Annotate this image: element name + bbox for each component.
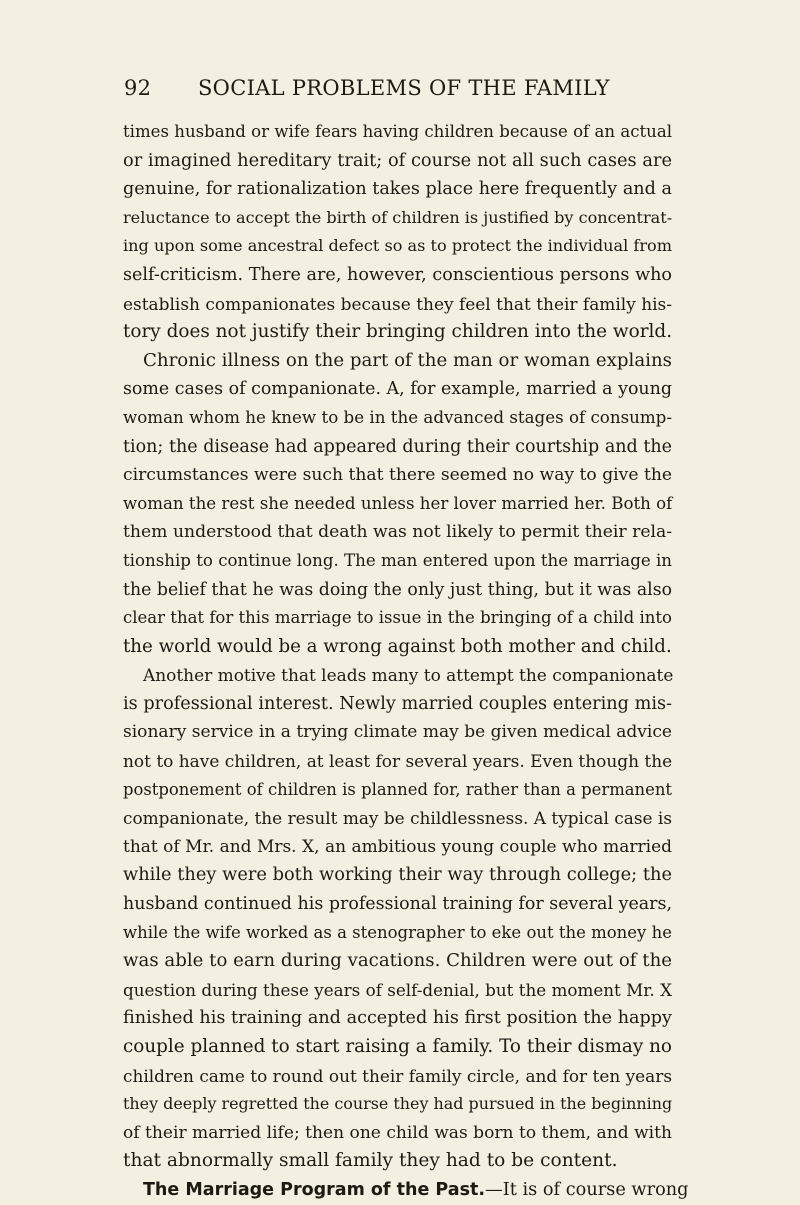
text-line: or imagined hereditary trait; of course not all such cases are bbox=[123, 149, 672, 171]
text-line: of their married life; then one child was born to them, and with bbox=[123, 1122, 672, 1143]
text-line: times husband or wife fears having children because of an actual bbox=[123, 122, 672, 141]
text-line: children came to round out their family circle, and for ten years bbox=[123, 1065, 672, 1086]
text-line: postponement of children is planned for, rather than a permanent bbox=[123, 779, 672, 799]
text-line: tory does not justify their bringing children into the world. bbox=[123, 321, 673, 343]
text-line: some cases of companionate. A, for example, married a young bbox=[123, 379, 672, 400]
text-line: they deeply regretted the course they had pursued in the beginning bbox=[123, 1094, 673, 1114]
text-line: while the wife worked as a stenographer to eke out the money he bbox=[123, 922, 672, 942]
text-line: woman whom he knew to be in the advanced stages of consump- bbox=[123, 407, 672, 427]
text-line: that of Mr. and Mrs. X, an ambitious young couple who married bbox=[123, 836, 672, 857]
text-line: tion; the disease had appeared during their courtship and the bbox=[123, 436, 672, 457]
text-line: not to have children, at least for several years. Even though the bbox=[123, 751, 673, 772]
text-line: self-criticism. There are, however, conscientious persons who bbox=[123, 264, 672, 285]
section-text: —It is of course wrong bbox=[485, 1179, 689, 1200]
body-text bbox=[123, 118, 689, 1205]
paragraph-1 bbox=[123, 118, 672, 347]
section-paragraph bbox=[123, 1176, 689, 1205]
text-line: husband continued his professional training for several years, bbox=[123, 894, 672, 915]
text-line: Chronic illness on the part of the man or woman explains bbox=[143, 349, 672, 371]
text-line: couple planned to start raising a family. To their dismay no bbox=[123, 1036, 672, 1057]
text-line: woman the rest she needed unless her lover married her. Both of bbox=[123, 493, 673, 513]
text-line: establish companionates because they feel that their family his- bbox=[123, 293, 672, 314]
page-header bbox=[124, 76, 664, 112]
text-line: sionary service in a trying climate may be given medical advice bbox=[123, 722, 672, 743]
text-line: companionate, the result may be childlessness. A typical case is bbox=[123, 808, 672, 829]
paragraph-2 bbox=[123, 347, 672, 662]
text-line: them understood that death was not likely to permit their rela- bbox=[123, 522, 673, 543]
section-heading: The Marriage Program of the Past. bbox=[143, 1179, 486, 1200]
text-line: finished his training and accepted his first position the happy bbox=[123, 1008, 672, 1029]
text-line: Another motive that leads many to attempt the companionate bbox=[143, 665, 674, 686]
paragraph-3 bbox=[123, 661, 672, 1176]
text-line bbox=[123, 1176, 689, 1205]
text-line: genuine, for rationalization takes place here frequently and a bbox=[123, 179, 672, 200]
text-line: the world would be a wrong against both mother and child. bbox=[123, 635, 672, 657]
text-line: is professional interest. Newly married couples entering mis- bbox=[123, 693, 672, 714]
text-line: that abnormally small family they had to be content. bbox=[123, 1150, 618, 1172]
text-line: the belief that he was doing the only just thing, but it was also bbox=[123, 579, 672, 600]
text-line: while they were both working their way through college; the bbox=[123, 864, 672, 886]
text-line: question during these years of self-denial, but the moment Mr. X bbox=[123, 979, 672, 1000]
text-line: tionship to continue long. The man entered upon the marriage in bbox=[123, 550, 672, 570]
text-line: circumstances were such that there seemed no way to give the bbox=[123, 465, 672, 486]
text-line: ing upon some ancestral defect so as to protect the individual from bbox=[123, 236, 672, 256]
text-line: clear that for this marriage to issue in the bringing of a child into bbox=[123, 608, 672, 628]
page-number: 92 bbox=[124, 76, 152, 100]
text-line: was able to earn during vacations. Children were out of the bbox=[123, 950, 672, 972]
running-head: SOCIAL PROBLEMS OF THE FAMILY bbox=[198, 76, 610, 100]
text-line: reluctance to accept the birth of children is justified by concentrat- bbox=[123, 207, 673, 227]
